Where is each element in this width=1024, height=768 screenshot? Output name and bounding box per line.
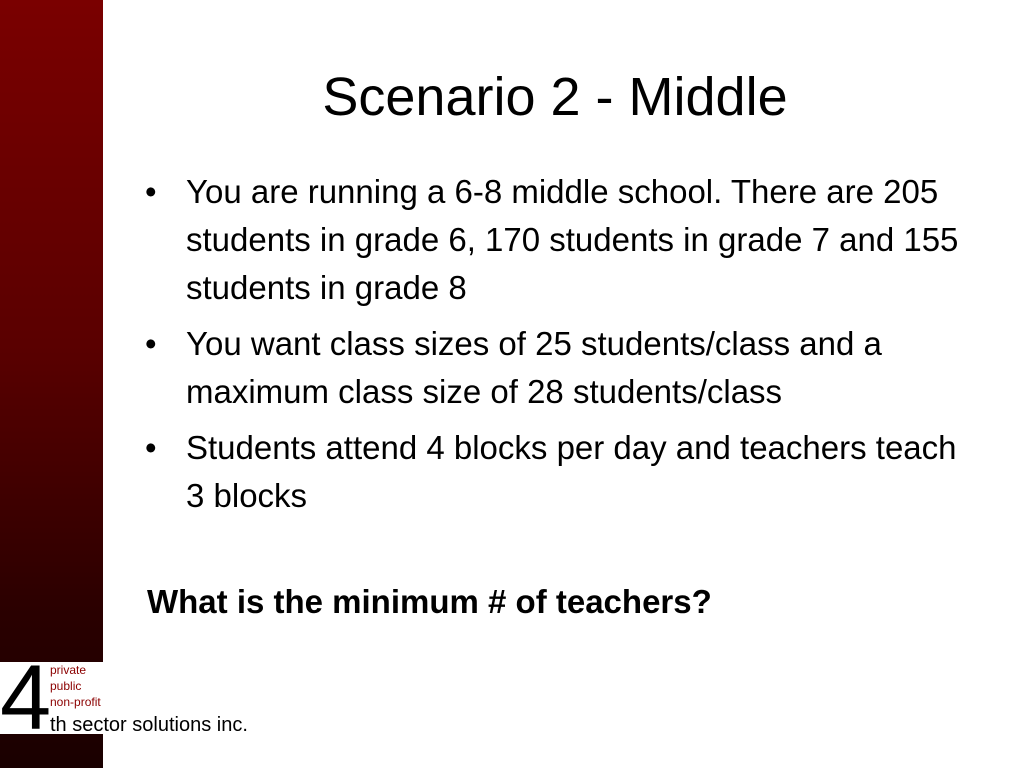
logo-line-public: public bbox=[50, 679, 82, 693]
bullet-item bbox=[145, 320, 975, 416]
slide-title: Scenario 2 - Middle bbox=[322, 67, 788, 127]
bullet-list bbox=[145, 168, 975, 528]
logo-numeral: 4 bbox=[0, 647, 52, 749]
bullet-item bbox=[145, 424, 975, 520]
logo-tagline: th sector solutions inc. bbox=[50, 714, 248, 736]
bullet-marker: • bbox=[145, 173, 157, 210]
bullet-text: You are running a 6-8 middle school. There are 205 students in grade 6, 170 students in grade 7 and 155 students in grade 8 bbox=[186, 173, 959, 306]
logo-line-private: private bbox=[50, 663, 87, 677]
logo-line-nonprofit: non-profit bbox=[50, 695, 101, 709]
bullet-text: Students attend 4 blocks per day and teachers teach 3 blocks bbox=[186, 429, 957, 514]
bullet-marker: • bbox=[145, 429, 157, 466]
bullet-item bbox=[145, 168, 975, 312]
bullet-marker: • bbox=[145, 325, 157, 362]
question-text: What is the minimum # of teachers? bbox=[147, 583, 712, 620]
bullet-text: You want class sizes of 25 students/class and a maximum class size of 28 students/class bbox=[186, 325, 882, 410]
